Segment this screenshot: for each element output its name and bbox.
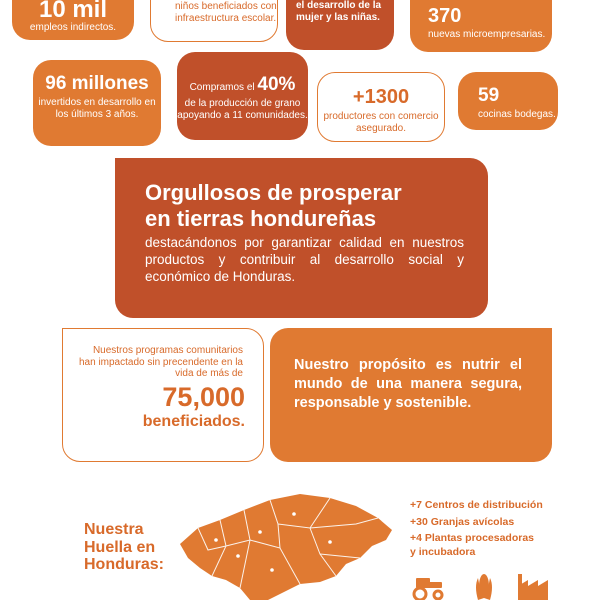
stat-label: nuevas microempresarias. [428,29,546,40]
stat-productores [317,72,445,142]
honduras-shape [180,494,392,600]
honduras-map [160,484,400,600]
stat-value: 96 millones [45,73,149,94]
corn-icon [476,574,492,600]
main-title-line1: Orgullosos de prosperar [145,180,402,205]
stat-label: el desarrollo de la mujer y las niñas. [296,0,382,23]
proposito-text: Nuestro propósito es nutrir el mundo de una manera segura, responsable y sostenible. [294,357,522,411]
tractor-icon [414,578,442,600]
main-body: destacándonos por garantizar calidad en nuestros productos y contribuir al desarrollo social y económico de Honduras. [145,234,464,285]
programas-card [62,328,264,462]
factory-icon [518,574,548,600]
stat-mujer [286,0,394,50]
fact-item: y incubadora [410,545,476,558]
stat-ninos [150,0,278,42]
stat-label: invertidos en desarrollo en los últimos 3 años. [38,97,156,120]
huella-title-line1: Nuestra [84,521,144,538]
fact-item: +4 Plantas procesadoras [410,532,535,545]
stat-microempresarias [410,0,552,52]
main-title [145,180,488,232]
proposito-card [270,328,552,462]
stat-label: productores con comercio asegurado. [323,111,439,134]
stat-cocinas [458,72,558,130]
stat-value: 40% [257,74,296,95]
stat-grano-line [177,74,308,96]
stat-value: 10 mil [38,0,108,23]
huella-title-line3: Honduras: [84,556,164,574]
huella-title-line2: Huella en [84,538,156,556]
main-title-line2: en tierras hondureñas [145,205,377,231]
programas-text: Nuestros programas comunitarios han impactado sin precendente en la vida de más de [78,345,243,379]
main-message [115,158,488,318]
stat-label: niños beneficiados con infraestructura escolar. [175,1,277,24]
stat-prefix: Compramos el [189,82,255,93]
programas-suffix: beneficiados. [142,412,245,430]
stat-label: cocinas bodegas. [478,109,556,120]
huella-facts [410,499,543,563]
huella-title [84,521,164,574]
fact-item: +30 Granjas avícolas [410,515,515,528]
stat-value: +1300 [352,86,410,108]
programas-value: 75,000 [162,381,245,412]
fact-item: +7 Centros de distribución [410,499,543,511]
stat-label: empleos indirectos. [29,22,117,33]
stat-empleos [12,0,134,40]
stat-value: 370 [428,5,462,27]
stat-value: 59 [478,85,500,106]
stat-label: de la producción de grano apoyando a 11 comunidades. [177,98,308,121]
stat-grano [177,52,308,140]
icon-row [408,572,558,600]
stat-millones [33,60,161,146]
